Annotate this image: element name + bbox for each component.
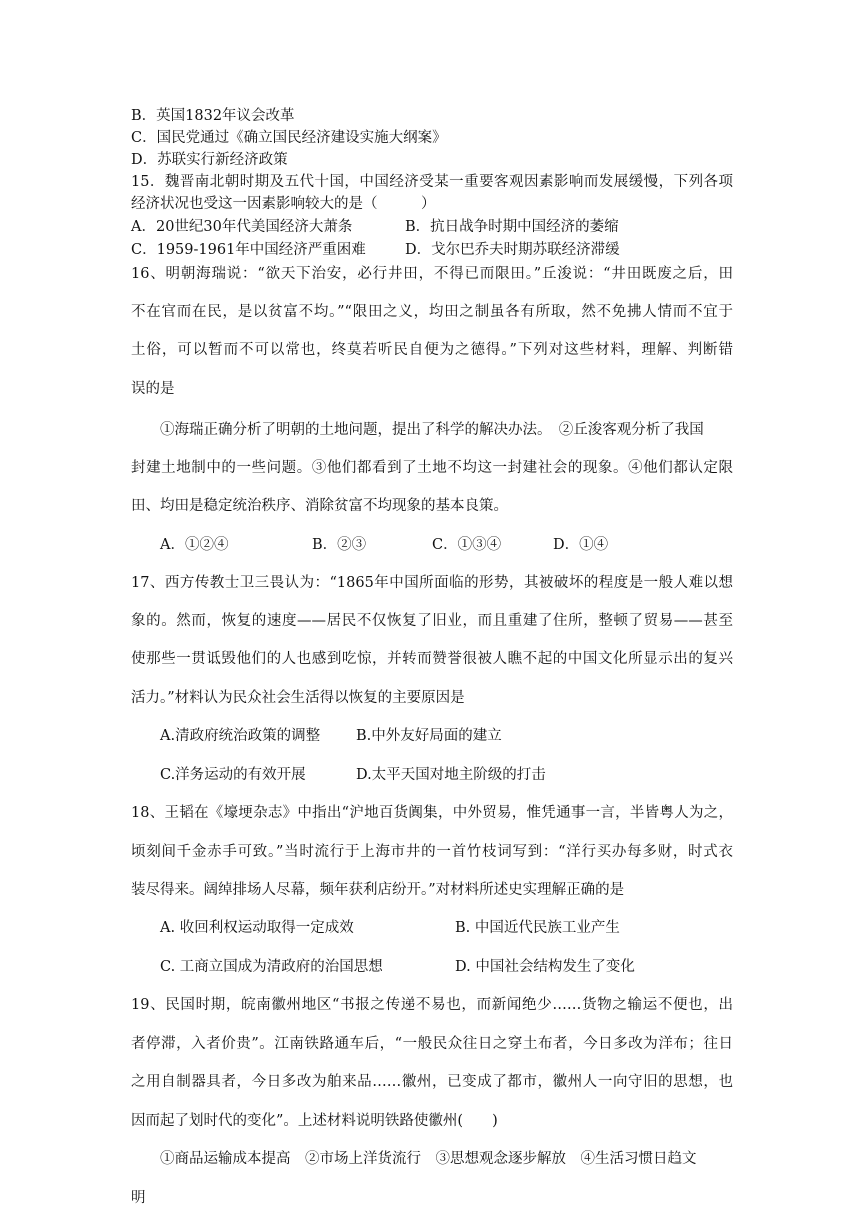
- q17-option-d: D.太平天国对地主阶级的打击: [356, 767, 546, 783]
- q15-option-d: D．戈尔巴乔夫时期苏联经济滞缓: [405, 242, 620, 258]
- q18-stem-line-2: 顷刻间千金赤手可致。”当时流行于上海市井的一首竹枝词写到：“洋行买办每多财，时式衣: [131, 844, 733, 860]
- q15-option-a: A．20世纪30年代美国经济大萧条: [131, 219, 353, 235]
- q16-option-d: D．①④: [553, 537, 609, 553]
- q19-items-line-2: 明: [131, 1190, 146, 1206]
- q15-option-b: B．抗日战争时期中国经济的萎缩: [405, 219, 619, 235]
- q15-stem-line-1: 15．魏晋南北朝时期及五代十国，中国经济受某一重要客观因素影响而发展缓慢，下列各项: [131, 174, 733, 190]
- q16-items-line-3: 田、均田是稳定统治秩序、消除贫富不均现象的基本良策。: [131, 498, 508, 514]
- q17-stem-line-4: 活力。”材料认为民众社会生活得以恢复的主要原因是: [131, 690, 465, 706]
- q17-option-c: C.洋务运动的有效开展: [160, 767, 306, 783]
- q16-stem-line-2: 不在官而在民，是以贫富不均。”“限田之义，均田之制虽各有所取，然不免拂人情而不宜于: [131, 304, 733, 320]
- q16-option-a: A．①②④: [160, 537, 229, 553]
- q17-stem-line-3: 使那些一贯诋毁他们的人也感到吃惊，并转而赞誉很被人瞧不起的中国文化所显示出的复兴: [131, 651, 733, 667]
- q16-stem-line-4: 误的是: [131, 381, 175, 397]
- q18-stem-line-1: 18、王韬在《壕埂杂志》中指出“沪地百货阗集，中外贸易，惟凭通事一言，半皆粤人为之，: [131, 805, 733, 821]
- q16-option-b: B．②③: [312, 537, 367, 553]
- q16-items-line-2: 封建土地制中的一些问题。③他们都看到了土地不均这一封建社会的现象。④他们都认定限: [131, 460, 733, 476]
- q16-stem-line-1: 16、明朝海瑞说：“欲天下治安，必行井田，不得已而限田。”丘浚说：“井田既废之后，田: [131, 266, 733, 282]
- q17-option-b: B.中外友好局面的建立: [356, 728, 502, 744]
- q19-stem-line-3: 之用自制器具者，今日多改为舶来品……徽州，已变成了都市，徽州人一向守旧的思想，也: [131, 1074, 733, 1090]
- q14-option-c: C．国民党通过《确立国民经济建设实施大纲案》: [131, 130, 447, 146]
- q19-stem-line-4: 因而起了划时代的变化”。上述材料说明铁路使徽州( ): [131, 1113, 498, 1129]
- q19-stem-line-1: 19、民国时期，皖南徽州地区“书报之传递不易也，而新闻绝少……货物之输运不便也，出: [131, 997, 733, 1013]
- q17-option-a: A.清政府统治政策的调整: [160, 728, 321, 744]
- q14-option-b: B．英国1832年议会改革: [131, 108, 295, 124]
- q18-option-c: C. 工商立国成为清政府的治国思想: [160, 959, 383, 975]
- q18-option-a: A. 收回利权运动取得一定成效: [160, 920, 354, 936]
- q18-option-d: D. 中国社会结构发生了变化: [455, 959, 635, 975]
- q18-stem-line-3: 装尽得来。阔绰排场人尽幕，频年获利店纷开。”对材料所述史实理解正确的是: [131, 882, 625, 898]
- q16-items-line-1: ①海瑞正确分析了明朝的土地问题，提出了科学的解决办法。 ②丘浚客观分析了我国: [160, 422, 704, 438]
- q14-option-d: D．苏联实行新经济政策: [131, 152, 288, 168]
- q16-stem-line-3: 土俗，可以暂而不可以常也，终莫若听民自便为之德得。”下列对这些材料，理解、判断错: [131, 342, 733, 358]
- q17-stem-line-2: 象的。然而，恢复的速度——居民不仅恢复了旧业，而且重建了住所，整顿了贸易——甚至: [131, 613, 733, 629]
- q17-stem-line-1: 17、西方传教士卫三畏认为：“1865年中国所面临的形势，其被破坏的程度是一般人难以想: [131, 575, 733, 591]
- q16-option-c: C．①③④: [432, 537, 502, 553]
- q15-option-c: C．1959-1961年中国经济严重困难: [131, 242, 366, 258]
- q15-stem-line-2: 经济状况也受这一因素影响较大的是（ ）: [131, 196, 436, 212]
- q18-option-b: B. 中国近代民族工业产生: [455, 920, 620, 936]
- q19-items-line-1: ①商品运输成本提高 ②市场上洋货流行 ③思想观念逐步解放 ④生活习惯日趋文: [160, 1151, 697, 1167]
- q19-stem-line-2: 者停滞，入者价贵”。江南铁路通车后，“一般民众往日之穿土布者，今日多改为洋布；往日: [131, 1036, 733, 1052]
